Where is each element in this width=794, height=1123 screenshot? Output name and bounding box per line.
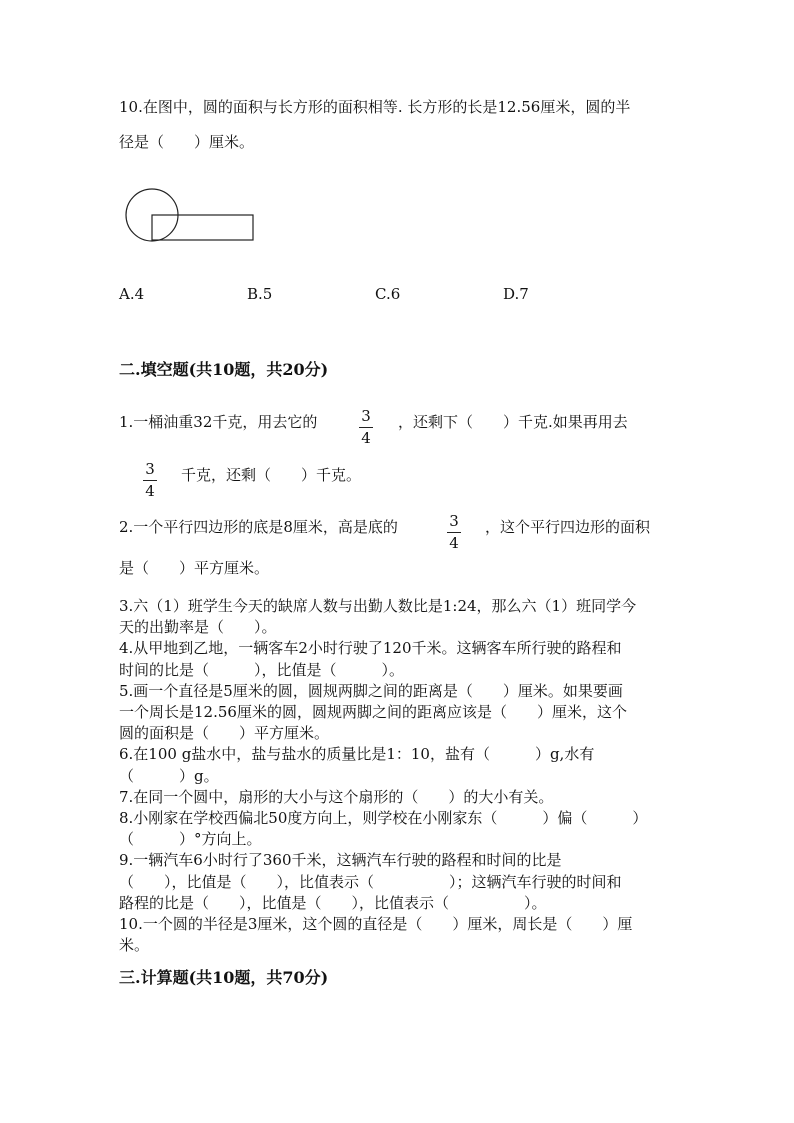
fraction-numerator: 3: [449, 512, 459, 530]
text-line: 9.一辆汽车6小时行了360千米，这辆汽车行驶的路程和时间的比是: [119, 851, 562, 870]
fraction-denominator: 4: [145, 482, 155, 500]
fraction-bar: [359, 427, 373, 428]
fill-q1-part-b: ，还剩下（ ）千克.如果再用去: [398, 413, 628, 431]
q10-line1: 10.在图中，圆的面积与长方形的面积相等. 长方形的长是12.56厘米，圆的半: [119, 98, 631, 116]
text-line: 路程的比是（ ），比值是（ ），比值表示（ ）。: [119, 893, 547, 912]
text-line: （ ）°方向上。: [119, 830, 262, 849]
text-line: 10.一个圆的半径是3厘米，这个圆的直径是（ ）厘米，周长是（ ）厘: [119, 915, 633, 934]
circle-rectangle-figure: [118, 186, 263, 248]
text-line: 8.小刚家在学校西偏北50度方向上，则学校在小刚家东（ ）偏（ ）: [119, 809, 648, 828]
text-line: 圆的面积是（ ）平方厘米。: [119, 724, 330, 743]
fill-q2-part-b: ，这个平行四边形的面积: [485, 518, 651, 536]
fill-q2-part-c: 是（ ）平方厘米。: [119, 559, 270, 577]
option-b[interactable]: B.5: [247, 285, 273, 303]
fraction-three-quarters: [357, 409, 375, 446]
text-line: 7.在同一个圆中，扇形的大小与这个扇形的（ ）的大小有关。: [119, 787, 554, 806]
fill-q1-part-a: 1.一桶油重32千克，用去它的: [119, 413, 318, 431]
text-line: 4.从甲地到乙地，一辆客车2小时行驶了120千米。这辆客车所行驶的路程和: [119, 639, 622, 658]
fraction-denominator: 4: [449, 534, 459, 552]
fraction-bar: [143, 480, 157, 481]
fraction-numerator: 3: [361, 407, 371, 425]
option-d[interactable]: D.7: [503, 285, 529, 303]
text-line: 米。: [119, 936, 150, 955]
fill-q2-part-a: 2.一个平行四边形的底是8厘米，高是底的: [119, 518, 398, 536]
fraction-three-quarters: [141, 462, 159, 499]
text-line: 3.六（1）班学生今天的缺席人数与出勤人数比是1:24，那么六（1）班同学今: [119, 597, 637, 615]
text-line: 6.在100 g盐水中，盐与盐水的质量比是1：10，盐有（ ）g,水有: [119, 745, 595, 764]
text-line: 天的出勤率是（ ）。: [119, 618, 277, 637]
text-line: （ ）g。: [119, 766, 219, 785]
fraction-denominator: 4: [361, 429, 371, 447]
section-2-title: 二.填空题(共10题，共20分): [119, 360, 329, 379]
fill-questions-block: [119, 596, 679, 956]
option-a[interactable]: A.4: [119, 285, 145, 303]
text-line: 一个周长是12.56厘米的圆，圆规两脚之间的距离应该是（ ）厘米，这个: [119, 703, 627, 722]
text-line: （ ），比值是（ ），比值表示（ ）；这辆汽车行驶的时间和: [119, 872, 622, 891]
fraction-three-quarters: [445, 514, 463, 551]
option-c[interactable]: C.6: [375, 285, 401, 303]
fraction-numerator: 3: [145, 460, 155, 478]
fraction-bar: [447, 532, 461, 533]
text-line: 时间的比是（ ），比值是（ ）。: [119, 660, 405, 679]
text-line: 5.画一个直径是5厘米的圆，圆规两脚之间的距离是（ ）厘米。如果要画: [119, 681, 623, 700]
section-3-title: 三.计算题(共10题，共70分): [119, 968, 329, 987]
fill-q1-part-c: 千克，还剩（ ）千克。: [181, 466, 362, 484]
q10-line2: 径是（ ）厘米。: [119, 133, 255, 151]
